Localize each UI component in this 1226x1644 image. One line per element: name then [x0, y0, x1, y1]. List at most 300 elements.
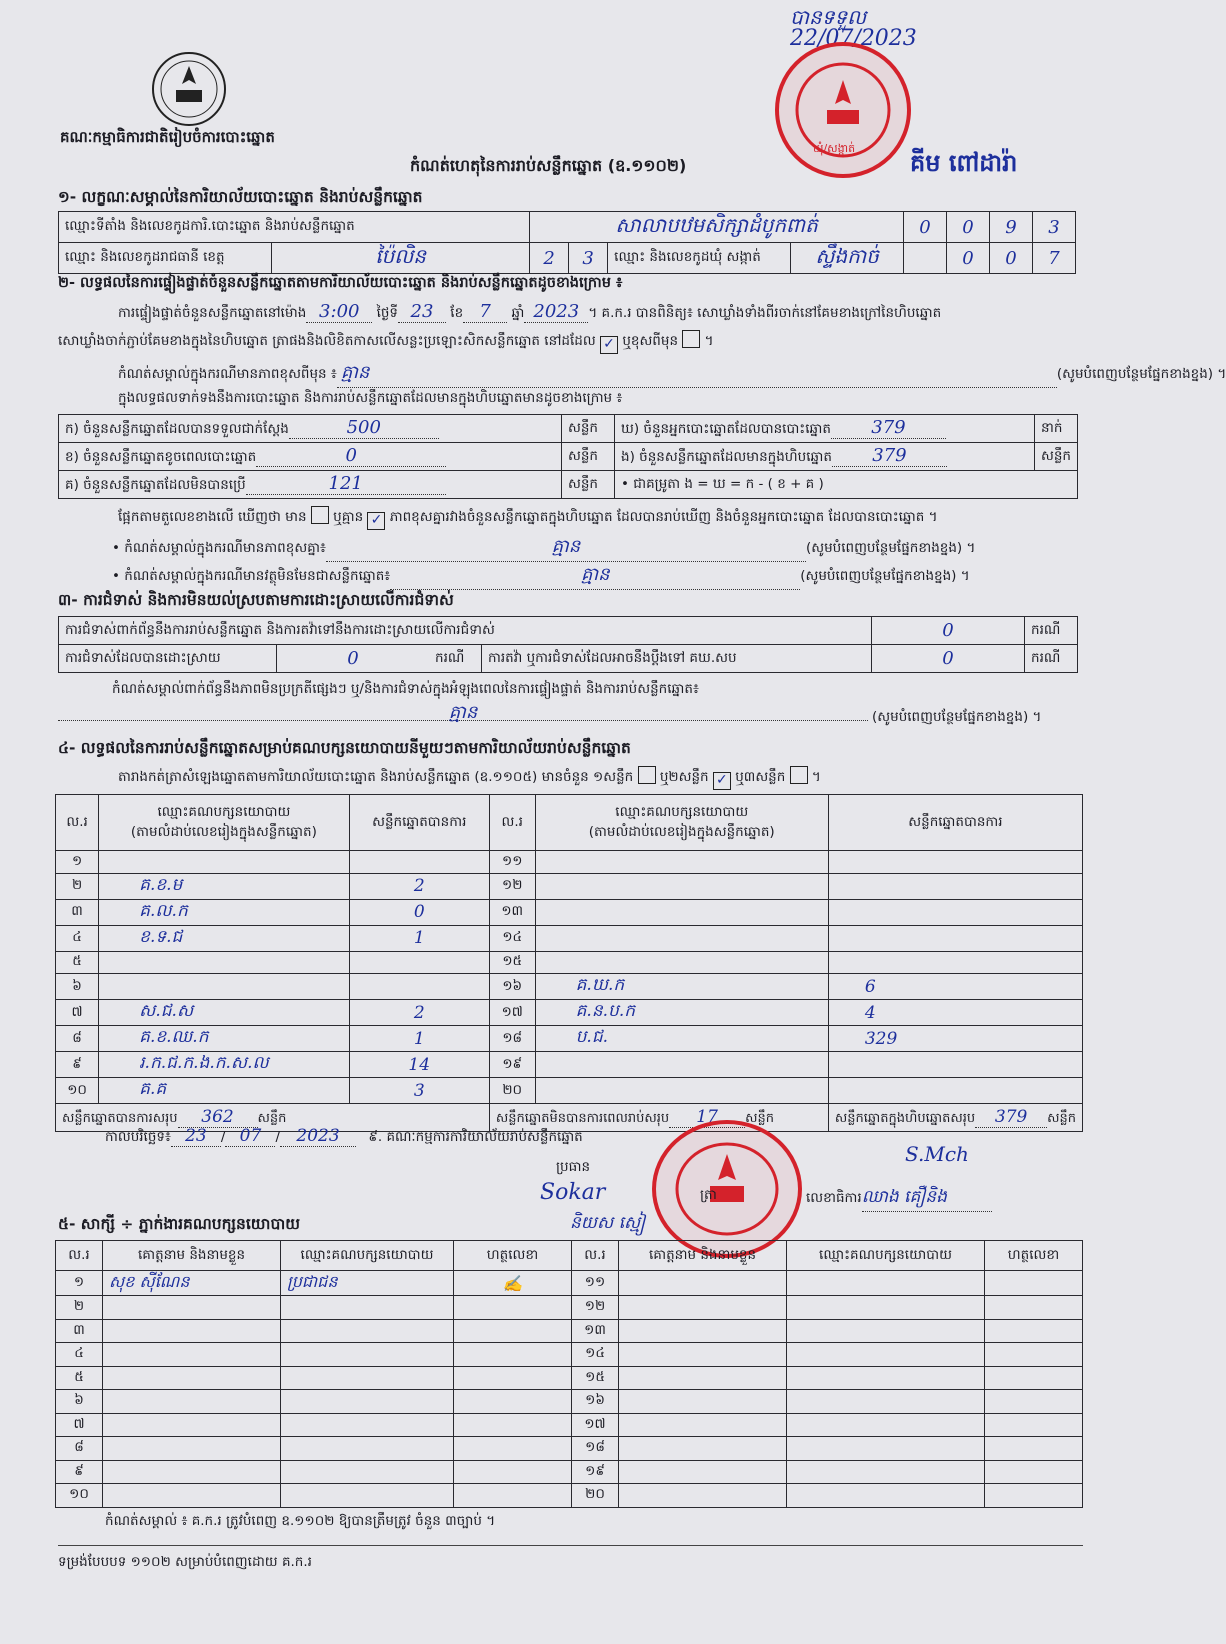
witness-no: ១៥: [572, 1366, 619, 1390]
seal-line: សោឃ្លាំងចាក់ភ្ជាប់គែមខាងក្នុងនៃហិបឆ្នោត ត្រាផងនិងលិខិតកាសលើសន្លះប្រឡោះសិកសន្លឹកឆ្នោត នៅដដែល ✓ ឬខុសពីមុន ។: [58, 330, 714, 354]
party-no: ៩: [56, 1052, 99, 1078]
party-votes: 1: [349, 1026, 489, 1052]
secretary-signature: S.Mch: [905, 1142, 969, 1166]
party-votes: [349, 851, 489, 874]
party-row: [56, 899, 1083, 925]
w-col-sig-right: ហត្ថលេខា: [985, 1241, 1083, 1271]
station-code-2: 0: [947, 212, 990, 243]
party-no: ៣: [56, 899, 99, 925]
resolved-unit: ករណី: [429, 645, 482, 673]
party-no: ១៤: [489, 925, 535, 951]
total-box-cell: [828, 1104, 1082, 1132]
witness-party: [787, 1460, 985, 1484]
party-name: គ.ល.ក: [99, 899, 349, 925]
witness-name: [103, 1437, 281, 1461]
party-row: [56, 1026, 1083, 1052]
witness-row: [56, 1271, 1083, 1296]
verify-day: 23: [398, 301, 446, 323]
witness-name: [619, 1413, 787, 1437]
party-votes: [349, 951, 489, 974]
witness-row: [56, 1343, 1083, 1367]
ballot-count-table: [58, 414, 1078, 499]
party-name: ស.ជ.ស: [99, 1000, 349, 1026]
commune-value: ស្ទឹងកាច់: [791, 243, 904, 274]
witness-no: ១: [56, 1271, 103, 1296]
party-row: [56, 925, 1083, 951]
witness-row: [56, 1484, 1083, 1508]
kho-label: ឃ) ចំនួនអ្នកបោះឆ្នោតដែលបានបោះឆ្នោត: [621, 421, 831, 437]
total-valid-label: សន្លឹកឆ្នោតបានការសរុប: [62, 1110, 178, 1126]
party-votes: 2: [349, 1000, 489, 1026]
party-votes: 2: [349, 873, 489, 899]
party-results-body: [56, 851, 1083, 1104]
kho-unit: នាក់: [1035, 415, 1078, 443]
witness-party: [281, 1437, 454, 1461]
party-row: [56, 1052, 1083, 1078]
witness-name: [103, 1484, 281, 1508]
party-name: គ.ខ.ឈ.ក: [99, 1026, 349, 1052]
witness-row: [56, 1413, 1083, 1437]
witness-table: [55, 1240, 1083, 1508]
section5-title: ៥- សាក្សី ÷ ភ្នាក់ងារគណបក្សនយោបាយ: [58, 1215, 300, 1233]
verify-text-a: ការផ្ទៀងផ្ទាត់ចំនួនសន្លឹកឆ្នោតនៅម៉ោង: [118, 305, 307, 321]
witness-signature: [454, 1343, 572, 1367]
witness-name: [103, 1296, 281, 1320]
object-note-label: • កំណត់សម្គាល់ក្នុងករណីមានវត្ថុមិនមែនជាសន្លឹកឆ្នោត៖: [112, 568, 391, 584]
party-votes: [828, 925, 1082, 951]
form-title: កំណត់ហេតុនៃការរាប់សន្លឹកឆ្នោត (ឧ.១១០២): [410, 156, 687, 175]
footer-rule: [58, 1545, 1083, 1546]
witness-party: [281, 1484, 454, 1508]
witness-signature: ✍: [454, 1271, 572, 1296]
witness-signature: [985, 1296, 1083, 1320]
row-ka: [59, 415, 562, 443]
party-votes: [828, 1052, 1082, 1078]
commune-code-1: 0: [947, 243, 990, 274]
witness-name: [103, 1413, 281, 1437]
party-name: [535, 1078, 828, 1104]
station-id-table: [58, 211, 1076, 274]
party-name: [535, 851, 828, 874]
party-votes: [828, 899, 1082, 925]
section4-title: ៤- លទ្ធផលនៃការរាប់សន្លឹកឆ្នោតសម្រាប់គណបក្សនយោបាយនីមួយៗតាមការិយាល័យរាប់សន្លឹកឆ្នោត: [58, 739, 631, 757]
party-no: ១៩: [489, 1052, 535, 1078]
ko-value: 121: [246, 473, 446, 495]
row-ko: [59, 471, 562, 499]
party-no: ១៦: [489, 974, 535, 1000]
result-intro: ក្នុងលទ្ធផលទាក់ទងនឹងការបោះឆ្នោត និងការរាប់សន្លឹកឆ្នោតដែលមានក្នុងហិបឆ្នោតមានដូចខាងក្រោម ៖: [118, 390, 623, 406]
witness-no: ៥: [56, 1366, 103, 1390]
received-date: 22/07/2023: [790, 26, 917, 51]
party-name: ប.ជ.: [535, 1026, 828, 1052]
witness-signature: [985, 1366, 1083, 1390]
col-party-right-title: ឈ្មោះគណបក្សនយោបាយ: [615, 803, 749, 820]
witness-no: ១៩: [572, 1460, 619, 1484]
section1-title: ១- លក្ខណៈសម្គាល់នៃការិយាល័យបោះឆ្នោត និងរាប់សន្លឹកឆ្នោត: [58, 188, 423, 206]
party-row: [56, 951, 1083, 974]
tally-end: ។: [811, 769, 821, 785]
party-no: ១២: [489, 873, 535, 899]
witness-name: [619, 1390, 787, 1414]
w-col-no-left: ល.រ: [56, 1241, 103, 1271]
date-day: 23: [171, 1126, 221, 1147]
party-votes: 1: [349, 925, 489, 951]
party-votes: [828, 951, 1082, 974]
witness-row: [56, 1390, 1083, 1414]
witness-signature: [454, 1437, 572, 1461]
party-no: ១១: [489, 851, 535, 874]
col-party-left: [99, 795, 349, 851]
witness-party: [787, 1413, 985, 1437]
official-stamp-top: [775, 42, 911, 178]
col-no-right: ល.រ: [489, 795, 535, 851]
witness-party: [281, 1343, 454, 1367]
kha-unit: សន្លឹក: [562, 443, 615, 471]
party-no: ៨: [56, 1026, 99, 1052]
committee-label: ៩. គណៈកម្មការការិយាល័យរាប់សន្លឹកឆ្នោត: [368, 1129, 583, 1145]
party-name: [99, 851, 349, 874]
witness-signature: [985, 1319, 1083, 1343]
diff-note-hint: (សូមបំពេញបន្ថែមផ្នែកខាងខ្នង) ។: [805, 540, 976, 556]
party-no: ៥: [56, 951, 99, 974]
date-label: កាលបរិច្ឆេទ៖: [105, 1129, 171, 1145]
witness-name: [103, 1390, 281, 1414]
party-votes: [828, 1078, 1082, 1104]
party-name: គ.ឃ.ក: [535, 974, 828, 1000]
nec-logo: [150, 50, 228, 128]
changed-checkbox[interactable]: [682, 330, 700, 348]
witness-party: [281, 1319, 454, 1343]
witness-party: [787, 1271, 985, 1296]
complaints-total-value: 0: [872, 617, 1025, 645]
party-no: ១៨: [489, 1026, 535, 1052]
witness-signature: [985, 1271, 1083, 1296]
ngo-label: ង) ចំនួនសន្លឹកឆ្នោតដែលមានក្នុងហិបឆ្នោត: [621, 449, 832, 465]
col-votes-left: សន្លឹកឆ្នោតបានការ: [349, 795, 489, 851]
witness-party: [787, 1390, 985, 1414]
commune-code-spacer: [904, 243, 947, 274]
changed-text: ឬខុសពីមុន: [622, 333, 679, 349]
party-name: [535, 925, 828, 951]
witness-party: [787, 1366, 985, 1390]
witness-signature: [985, 1437, 1083, 1461]
three-sheet-checkbox[interactable]: [790, 766, 808, 784]
commune-label: ឈ្មោះ និងលេខកូដឃុំ សង្កាត់: [608, 243, 791, 274]
witness-party: [787, 1296, 985, 1320]
section3-title: ៣- ការជំទាស់ និងការមិនយល់ស្របតាមការដោះស្រាយលើការជំទាស់: [58, 591, 454, 609]
verify-text-b: ថ្ងៃទី: [376, 305, 398, 321]
complaints-total-unit: ករណី: [1025, 617, 1078, 645]
witness-row: [56, 1296, 1083, 1320]
total-box-label: សន្លឹកឆ្នោតក្នុងហិបឆ្នោតសរុប: [834, 1110, 976, 1126]
witness-signature: [985, 1390, 1083, 1414]
province-value: ប៉ៃលិន: [272, 243, 530, 274]
commune-code-2: 0: [990, 243, 1033, 274]
col-party-left-title: ឈ្មោះគណបក្សនយោបាយ: [157, 803, 291, 820]
col-votes-right: សន្លឹកឆ្នោតបានការ: [828, 795, 1082, 851]
party-name: [535, 1052, 828, 1078]
total-box-unit: សន្លឹក: [1047, 1110, 1076, 1126]
w-col-party-left: ឈ្មោះគណបក្សនយោបាយ: [281, 1241, 454, 1271]
w-col-no-right: ល.រ: [572, 1241, 619, 1271]
witness-no: ២០: [572, 1484, 619, 1508]
two-sheet-checkbox[interactable]: ✓: [713, 772, 731, 790]
witness-no: ៧: [56, 1413, 103, 1437]
witness-no: ៩: [56, 1460, 103, 1484]
party-votes: 4: [828, 1000, 1082, 1026]
change-note: [118, 360, 1226, 388]
row-kha: [59, 443, 562, 471]
witness-row: [56, 1460, 1083, 1484]
col-party-left-sub: (តាមលំដាប់លេខរៀងក្នុងសន្លឹកឆ្នោត): [130, 823, 317, 840]
witness-no: ៤: [56, 1343, 103, 1367]
witness-row: [56, 1319, 1083, 1343]
one-sheet-checkbox[interactable]: [638, 766, 656, 784]
party-name: [99, 974, 349, 1000]
party-votes: 3: [349, 1078, 489, 1104]
witness-name: សុខ ស៊ីណែន: [103, 1271, 281, 1296]
col-no-left: ល.រ: [56, 795, 99, 851]
party-no: ១០: [56, 1078, 99, 1104]
party-row: [56, 851, 1083, 874]
irregularity-dots: [58, 700, 868, 721]
party-row: [56, 1078, 1083, 1104]
witness-name: [103, 1319, 281, 1343]
witness-name: [619, 1460, 787, 1484]
witness-row: [56, 1437, 1083, 1461]
party-name: [535, 899, 828, 925]
witness-name: [619, 1484, 787, 1508]
station-label: ឈ្មោះទីតាំង និងលេខកូដការិ.បោះឆ្នោត និងរាប់សន្លឹកឆ្នោត: [59, 212, 530, 243]
verify-time: 3:00: [306, 301, 372, 323]
witness-no: ២: [56, 1296, 103, 1320]
w-col-party-right: ឈ្មោះគណបក្សនយោបាយ: [787, 1241, 985, 1271]
diff-text-b: ឬគ្មាន: [333, 509, 364, 525]
object-note: [112, 562, 970, 590]
party-row: [56, 1000, 1083, 1026]
witness-name: [103, 1460, 281, 1484]
witness-name: [619, 1271, 787, 1296]
irregularity-note: កំណត់សម្គាល់ពាក់ព័ន្ធនឹងភាពមិនប្រក្រតីផ្សេងៗ ឬ/និងការជំទាស់ក្នុងអំឡុងពេលនៃការផ្ទៀងផ្ទាត់ និងការរាប់សន្លឹកឆ្នោត៖: [112, 681, 699, 697]
formula: • ជាគម្រូតា ង = ឃ = ក - ( ខ + គ ): [615, 471, 1078, 499]
witness-signature: [454, 1390, 572, 1414]
complaints-table: [58, 616, 1078, 673]
station-code-3: 9: [990, 212, 1033, 243]
witness-no: ១១: [572, 1271, 619, 1296]
diff-note-dots: [326, 534, 806, 562]
party-no: ១៧: [489, 1000, 535, 1026]
witness-signature: [454, 1413, 572, 1437]
witness-row: [56, 1366, 1083, 1390]
witness-party: [281, 1390, 454, 1414]
date-year: 2023: [280, 1126, 356, 1147]
object-note-dots: [390, 562, 800, 590]
col-party-right: [535, 795, 828, 851]
diff-text-c: ភាពខុសគ្នារវាងចំនួនសន្លឹកឆ្នោតក្នុងហិបឆ្នោត ដែលបានរាប់ឃើញ និងចំនួនអ្នកបោះឆ្នោត ដែលបានបោះឆ្នោត ។: [389, 509, 938, 525]
appeal-unit: ករណី: [1025, 645, 1078, 673]
party-votes: [828, 851, 1082, 874]
witness-name: [619, 1366, 787, 1390]
seal-text: សោឃ្លាំងចាក់ភ្ជាប់គែមខាងក្នុងនៃហិបឆ្នោត ត្រាផងនិងលិខិតកាសលើសន្លះប្រឡោះសិកសន្លឹកឆ្នោត នៅដដែល: [58, 333, 596, 349]
org-name: គណៈកម្មាធិការជាតិរៀបចំការបោះឆ្នោត: [60, 128, 275, 146]
date-month: 07: [225, 1126, 275, 1147]
party-no: ៦: [56, 974, 99, 1000]
change-note-dots: [337, 360, 1057, 388]
witness-party: [787, 1343, 985, 1367]
witness-name: [103, 1366, 281, 1390]
copies-note: កំណត់សម្គាល់ ៖ គ.ក.រ ត្រូវបំពេញ ឧ.១១០២ ឱ្យបានត្រឹមត្រូវ ចំនួន ៣ច្បាប់ ។: [105, 1513, 496, 1529]
witness-signature: [985, 1343, 1083, 1367]
party-votes: [828, 873, 1082, 899]
party-results-table: [55, 794, 1083, 1132]
witness-no: ១៨: [572, 1437, 619, 1461]
secretary-label: លេខាធិការ: [806, 1190, 862, 1206]
witness-no: ៨: [56, 1437, 103, 1461]
kha-label: ខ) ចំនួនសន្លឹកឆ្នោតខូចពេលបោះឆ្នោត: [65, 449, 257, 465]
change-note-value: គ្មាន: [340, 362, 370, 383]
party-no: ១៥: [489, 951, 535, 974]
secretary-dots: [862, 1186, 992, 1212]
total-invalid-label: សន្លឹកឆ្នោតមិនបានការពេលរាប់សរុប: [495, 1110, 670, 1126]
chair-signature: Sokar: [540, 1180, 606, 1205]
col-party-right-sub: (តាមលំដាប់លេខរៀងក្នុងសន្លឹកឆ្នោត): [588, 823, 775, 840]
witness-no: ១៧: [572, 1413, 619, 1437]
witness-no: ៣: [56, 1319, 103, 1343]
verify-text-d: ឆ្នាំ: [511, 305, 525, 321]
kha-value: 0: [256, 445, 446, 467]
witness-signature: [985, 1413, 1083, 1437]
commune-code-3: 7: [1033, 243, 1076, 274]
party-no: ២: [56, 873, 99, 899]
diff-note-label: • កំណត់សម្គាល់ក្នុងករណីមានភាពខុសគ្នា៖: [112, 540, 326, 556]
witness-no: ១៦: [572, 1390, 619, 1414]
party-no: ២០: [489, 1078, 535, 1104]
party-votes: [349, 974, 489, 1000]
witness-party: [787, 1319, 985, 1343]
witness-party: ប្រជាជន: [281, 1271, 454, 1296]
witness-name: [619, 1296, 787, 1320]
witness-no: ១២: [572, 1296, 619, 1320]
witness-name: [619, 1319, 787, 1343]
stamp-text: ឃុំ/សង្កាត់: [813, 142, 856, 155]
party-name: [535, 951, 828, 974]
complaints-total-label: ការជំទាស់ពាក់ព័ន្ធនឹងការរាប់សន្លឹកឆ្នោត និងការតវ៉ាទៅនឹងការដោះស្រាយលើការជំទាស់: [59, 617, 872, 645]
has-diff-checkbox[interactable]: [311, 506, 329, 524]
party-name: គ.ន.ប.ក: [535, 1000, 828, 1026]
witness-no: ១០: [56, 1484, 103, 1508]
station-code-1: 0: [904, 212, 947, 243]
chair-label: ប្រធាន: [556, 1159, 591, 1175]
three-sheet-text: ឬ៣សន្លឹក: [735, 769, 786, 785]
no-diff-checkbox[interactable]: ✓: [367, 512, 385, 530]
difference-line: [118, 506, 938, 530]
appeal-label: ការតវ៉ា ឬការជំទាស់ដែលអាចនឹងប្តឹងទៅ គឃ.សប: [482, 645, 872, 673]
party-row: [56, 873, 1083, 899]
ka-value: 500: [289, 417, 439, 439]
official-stamp-bottom: [652, 1120, 802, 1258]
footer-text: ទម្រង់បែបបទ ១១០២ សម្រាប់បំពេញដោយ គ.ក.រ: [58, 1554, 312, 1570]
irregularity-value: គ្មាន: [448, 702, 478, 723]
total-box-value: 379: [975, 1107, 1047, 1128]
witness-party: [281, 1413, 454, 1437]
ngo-value: 379: [832, 445, 947, 467]
witness-name: [619, 1343, 787, 1367]
party-no: ១៣: [489, 899, 535, 925]
party-votes: 329: [828, 1026, 1082, 1052]
party-name: [99, 951, 349, 974]
witness-no: ៦: [56, 1390, 103, 1414]
secretary-line: [806, 1186, 992, 1212]
w-col-name-left: គោត្តនាម និងនាមខ្លួន: [103, 1241, 281, 1271]
ka-unit: សន្លឹក: [562, 415, 615, 443]
row-kho: [615, 415, 1035, 443]
change-note-label: កំណត់សម្គាល់ក្នុងករណីមានភាពខុសពីមុន ៖: [118, 366, 337, 382]
total-invalid-unit: សន្លឹក: [745, 1110, 775, 1126]
witness-no: ១៤: [572, 1343, 619, 1367]
resolved-value: 0: [277, 645, 430, 673]
party-row: [56, 974, 1083, 1000]
diff-text-a: ផ្អែកតាមតួលេខខាងលើ ឃើញថា មាន: [118, 509, 307, 525]
verify-month: 7: [463, 301, 507, 323]
stamp-word: ត្រា: [700, 1187, 717, 1203]
party-no: ១: [56, 851, 99, 874]
secretary-name: ឈាង គឿនិង: [861, 1187, 947, 1207]
section2-title: ២- លទ្ធផលនៃការផ្ទៀងផ្ទាត់ចំនួនសន្លឹកឆ្នោតតាមការិយាល័យបោះឆ្នោត និងរាប់សន្លឹកឆ្នោតដូចខាងក្រោម ៖: [58, 275, 623, 291]
witness-body: [56, 1271, 1083, 1508]
station-value: សាលាបឋមសិក្សាដំបូកពាត់: [530, 212, 904, 243]
total-valid-unit: សន្លឹក: [257, 1110, 287, 1126]
w-col-sig-left: ហត្ថលេខា: [454, 1241, 572, 1271]
same-checkbox[interactable]: ✓: [600, 336, 618, 354]
witness-signature: [454, 1319, 572, 1343]
tally-text: តារាងកត់ត្រាសំឡេងឆ្នោតតាមការិយាល័យបោះឆ្នោត និងរាប់សន្លឹកឆ្នោត (ឧ.១១០៥) មានចំនួន ១សន្លឹក: [118, 769, 634, 785]
station-code-4: 3: [1033, 212, 1076, 243]
change-note-hint: (សូមបំពេញបន្ថែមផ្នែកខាងខ្នង) ។: [1056, 366, 1226, 382]
ko-label: គ) ចំនួនសន្លឹកឆ្នោតដែលមិនបានប្រើ: [65, 477, 246, 493]
party-name: គ.គ: [99, 1078, 349, 1104]
witness-signature: [454, 1296, 572, 1320]
total-invalid-value: 17: [669, 1107, 745, 1128]
province-label: ឈ្មោះ និងលេខកូដរាជធានី ខេត្ត: [59, 243, 272, 274]
received-note: បានទទួល: [790, 5, 867, 29]
party-name: គ.ខ.ម: [99, 873, 349, 899]
witness-no: ១៣: [572, 1319, 619, 1343]
party-votes: 14: [349, 1052, 489, 1078]
appeal-value: 0: [872, 645, 1025, 673]
witness-signature: [985, 1484, 1083, 1508]
object-note-value: គ្មាន: [580, 564, 610, 585]
party-no: ៧: [56, 1000, 99, 1026]
party-name: រ.ក.ជ.ក.ង.ក.ស.ល: [99, 1052, 349, 1078]
diff-note: [112, 534, 975, 562]
party-votes: 6: [828, 974, 1082, 1000]
chair-name: និយស ស្មៀ: [570, 1213, 646, 1233]
diff-note-value: គ្មាន: [551, 536, 581, 557]
verify-line: [118, 301, 941, 324]
witness-party: [787, 1484, 985, 1508]
tally-sheet-line: [118, 766, 821, 790]
ka-label: ក) ចំនួនសន្លឹកឆ្នោតដែលបានទទួលជាក់ស្តែង: [65, 421, 289, 437]
witness-signature: [985, 1460, 1083, 1484]
witness-party: [281, 1366, 454, 1390]
party-name: [535, 873, 828, 899]
party-no: ៤: [56, 925, 99, 951]
witness-party: [787, 1437, 985, 1461]
resolved-label: ការជំទាស់ដែលបានដោះស្រាយ: [59, 645, 277, 673]
total-valid-value: 362: [178, 1107, 258, 1128]
party-votes: 0: [349, 899, 489, 925]
witness-name: [619, 1437, 787, 1461]
